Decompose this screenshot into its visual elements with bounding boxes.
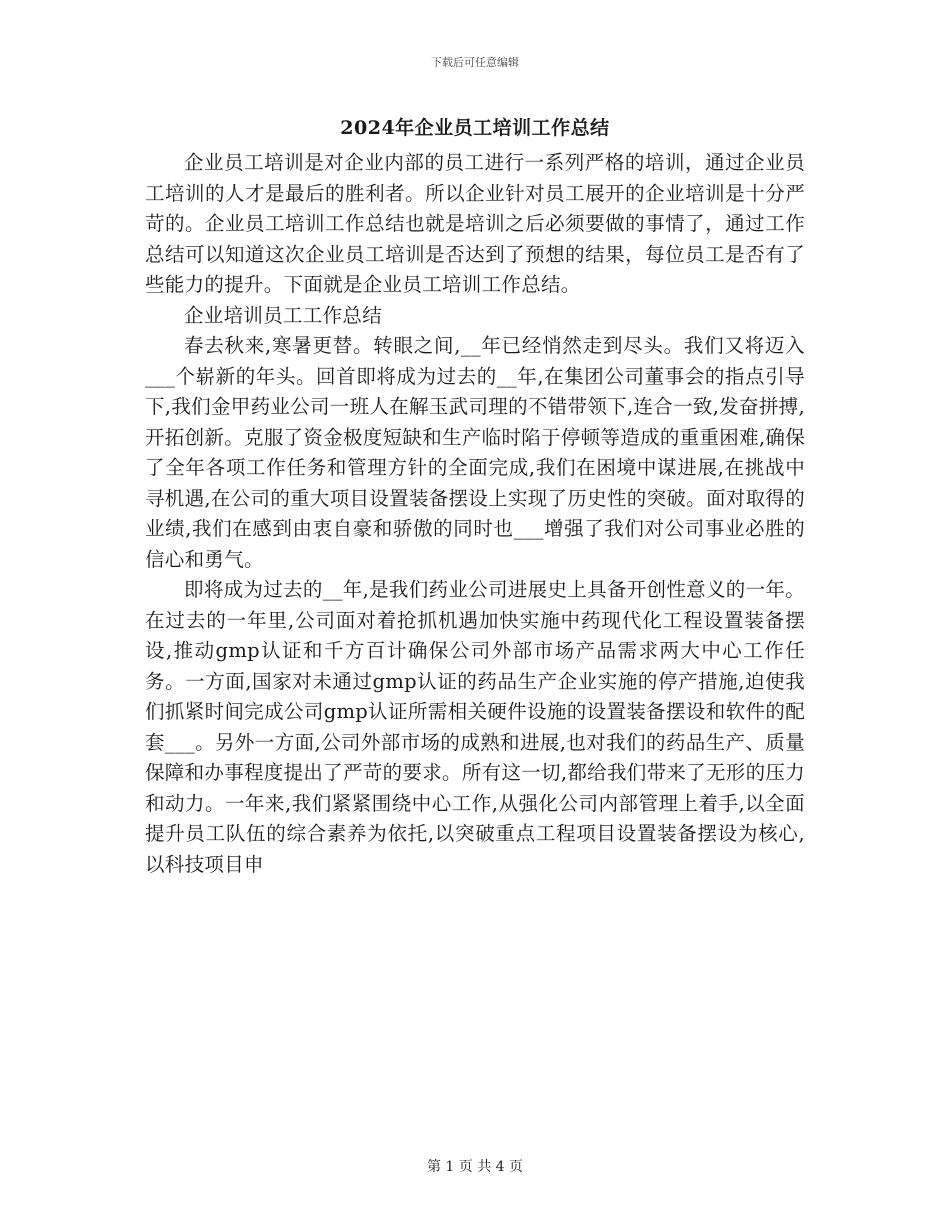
document-body (145, 148, 805, 880)
paragraph-intro: 企业员工培训是对企业内部的员工进行一系列严格的培训，通过企业员工培训的人才是最后的胜利者。所以企业针对员工展开的企业培训是十分严苛的。企业员工培训工作总结也就是培训之后必须要做的事情了，通过工作总结可以知道这次企业员工培训是否达到了预想的结果，每位员工是否有了些能力的提升。下面就是企业员工培训工作总结。 (145, 151, 805, 296)
page-number-footer: 第 1 页 共 4 页 (426, 1159, 524, 1175)
header-note: 下载后可任意编辑 (431, 56, 519, 69)
paragraph-subheading: 企业培训员工工作总结 (184, 303, 383, 327)
document-title: 2024年企业员工培训工作总结 (340, 117, 610, 139)
paragraph-review: 春去秋来,寒暑更替。转眼之间,__年已经悄然走到尽头。我们又将迈入___个崭新的年头。回首即将成为过去的__年,在集团公司董事会的指点引导下,我们金甲药业公司一班人在解玉武司理的不错带领下,连合一致,发奋拼搏,开拓创新。克服了资金极度短缺和生产临时陷于停顿等造成的重重困难,确保了全年各项工作任务和管理方针的全面完成,我们在困境中谋进展,在挑战中寻机遇,在公司的重大项目设置装备摆设上实现了历史性的突破。面对取得的业绩,我们在感到由衷自豪和骄傲的同时也___增强了我们对公司事业必胜的信心和勇气。 (145, 334, 805, 571)
paragraph-year-summary: 即将成为过去的__年,是我们药业公司进展史上具备开创性意义的一年。在过去的一年里,公司面对着抢抓机遇加快实施中药现代化工程设置装备摆设,推动gmp认证和千方百计确保公司外部市场产品需求两大中心工作任务。一方面,国家对未通过gmp认证的药品生产企业实施的停产措施,迫使我们抓紧时间完成公司gmp认证所需相关硬件设施的设置装备摆设和软件的配套___。另外一方面,公司外部市场的成熟和进展,也对我们的药品生产、质量保障和办事程度提出了严苛的要求。所有这一切,都给我们带来了无形的压力和动力。一年来,我们紧紧围绕中心工作,从强化公司内部管理上着手,以全面提升员工队伍的综合素养为依托,以突破重点工程项目设置装备摆设为核心,以科技项目申 (145, 578, 805, 876)
